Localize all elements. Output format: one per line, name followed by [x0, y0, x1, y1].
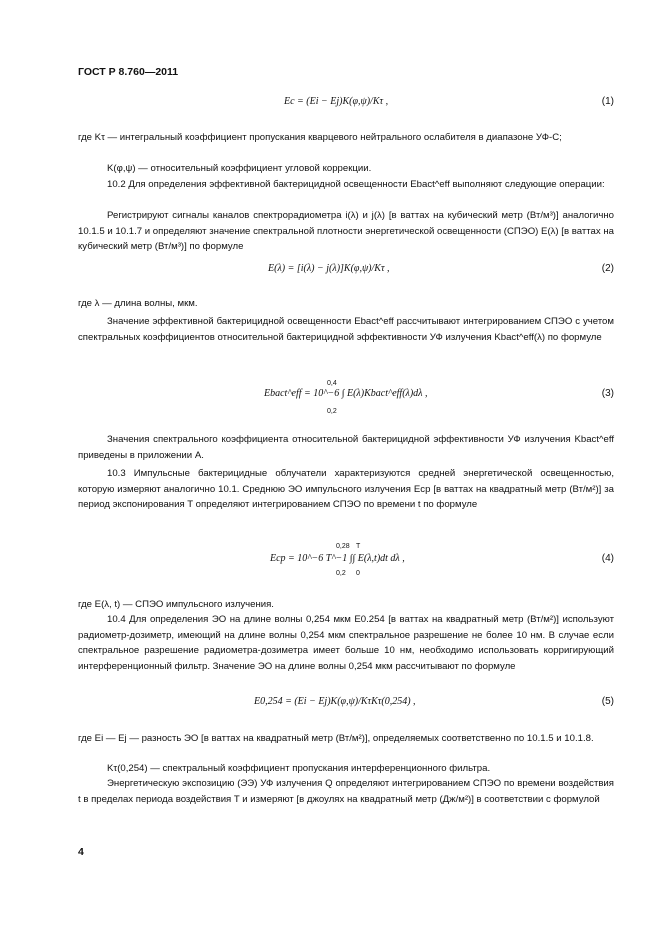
- paragraph-p13: Энергетическую экспозицию (ЭЭ) УФ излучения Q определяют интегрированием СПЭО по времени воздействия t в пределах периода воздействия T и измеряют [в джоулях на квадратный метр (Дж/м²)] в соответствии с формулой: [78, 778, 614, 805]
- paragraph-p7: Значения спектрального коэффициента относительной бактерицидной эффективности УФ излучения Kbact^eff приведены в приложении А.: [78, 434, 614, 461]
- equation-2-number: (2): [601, 263, 614, 274]
- document-header: ГОСТ Р 8.760—2011: [78, 66, 179, 78]
- equation-4-number: (4): [601, 553, 614, 564]
- equation-1-formula: Ec = (Ei − Ej)K(φ,ψ)/Kτ ,: [284, 96, 389, 107]
- equation-4-upper-limit-2: T: [356, 543, 361, 550]
- page-number: 4: [78, 846, 84, 858]
- paragraph-p2: K(φ,ψ) — относительный коэффициент угловой коррекции.: [107, 163, 372, 174]
- equation-3-formula: Ebact^eff = 10^−6 ∫ E(λ)Kbact^eff(λ)dλ ,: [264, 388, 428, 399]
- paragraph-p10: 10.4 Для определения ЭО на длине волны 0,254 мкм E0.254 [в ваттах на квадратный метр (Вт/м²)] используют радиометр-дозиметр, имеющий на длине волны 0,254 мкм спектральное разрешение не более 10 нм. В случае если спектральное разрешение радиометра-дозиметра имеет больше 10 нм, необходимо использовать корригирующий интерференционный фильтр. Значение ЭО на длине волны 0,254 мкм рассчитывают по формуле: [78, 614, 614, 672]
- paragraph-p4: Регистрируют сигналы каналов спектрорадиометра i(λ) и j(λ) [в ваттах на кубический метр (Вт/м³)] аналогично 10.1.5 и 10.1.7 и определяют значение спектральной плотности энергетической освещенности (СПЭО) E(λ) [в ваттах на кубический метр (Вт/м³)] по формуле: [78, 210, 614, 252]
- equation-2: [78, 263, 614, 281]
- equation-5-number: (5): [601, 696, 614, 707]
- equation-3-upper-limit: 0,4: [327, 380, 337, 387]
- paragraph-p12: Kτ(0,254) — спектральный коэффициент пропускания интерференционного фильтра.: [107, 763, 491, 774]
- paragraph-p5: где λ — длина волны, мкм.: [78, 298, 198, 309]
- equation-3-lower-limit: 0,2: [327, 408, 337, 415]
- paragraph-p9: где E(λ, t) — СПЭО импульсного излучения.: [78, 599, 274, 610]
- equation-4-upper-limit-1: 0,28: [336, 543, 350, 550]
- equation-3-number: (3): [601, 388, 614, 399]
- paragraph-p3: 10.2 Для определения эффективной бактерицидной освещенности Ebact^eff выполняют следующие операции:: [107, 179, 605, 190]
- paragraph-p6: Значение эффективной бактерицидной освещенности Ebact^eff рассчитывают интегрированием СПЭО с учетом спектральных коэффициентов относительной бактерицидной эффективности УФ излучения Kbact^eff(λ) по формуле: [78, 316, 614, 343]
- equation-4-formula: Eср = 10^−6 T^−1 ∫∫ E(λ,t)dt dλ ,: [270, 553, 405, 564]
- equation-4-lower-limit-1: 0,2: [336, 570, 346, 577]
- paragraph-p8: 10.3 Импульсные бактерицидные облучатели характеризуются средней энергетической освещенностью, которую измеряют аналогично 10.1. Среднюю ЭО импульсного излучения Eср [в ваттах на квадратный метр (Вт/м²)] за период экспонирования T определяют интегрированием СПЭО по времени t по формуле: [78, 468, 614, 510]
- equation-2-formula: E(λ) = [i(λ) − j(λ)]K(φ,ψ)/Kτ ,: [268, 263, 390, 274]
- paragraph-p11: где Ei — Ej — разность ЭО [в ваттах на квадратный метр (Вт/м²)], определяемых соответственно по 10.1.5 и 10.1.8.: [78, 733, 594, 744]
- equation-1-number: (1): [601, 96, 614, 107]
- equation-3: [78, 380, 614, 415]
- equation-1: [78, 96, 614, 114]
- equation-4-lower-limit-2: 0: [356, 570, 360, 577]
- paragraph-p1: где Kτ — интегральный коэффициент пропускания кварцевого нейтрального ослабителя в диапазоне УФ-С;: [78, 132, 562, 143]
- equation-5: [78, 696, 614, 714]
- equation-5-formula: E0,254 = (Ei − Ej)K(φ,ψ)/KτKτ(0,254) ,: [254, 696, 416, 707]
- equation-4: [78, 543, 614, 577]
